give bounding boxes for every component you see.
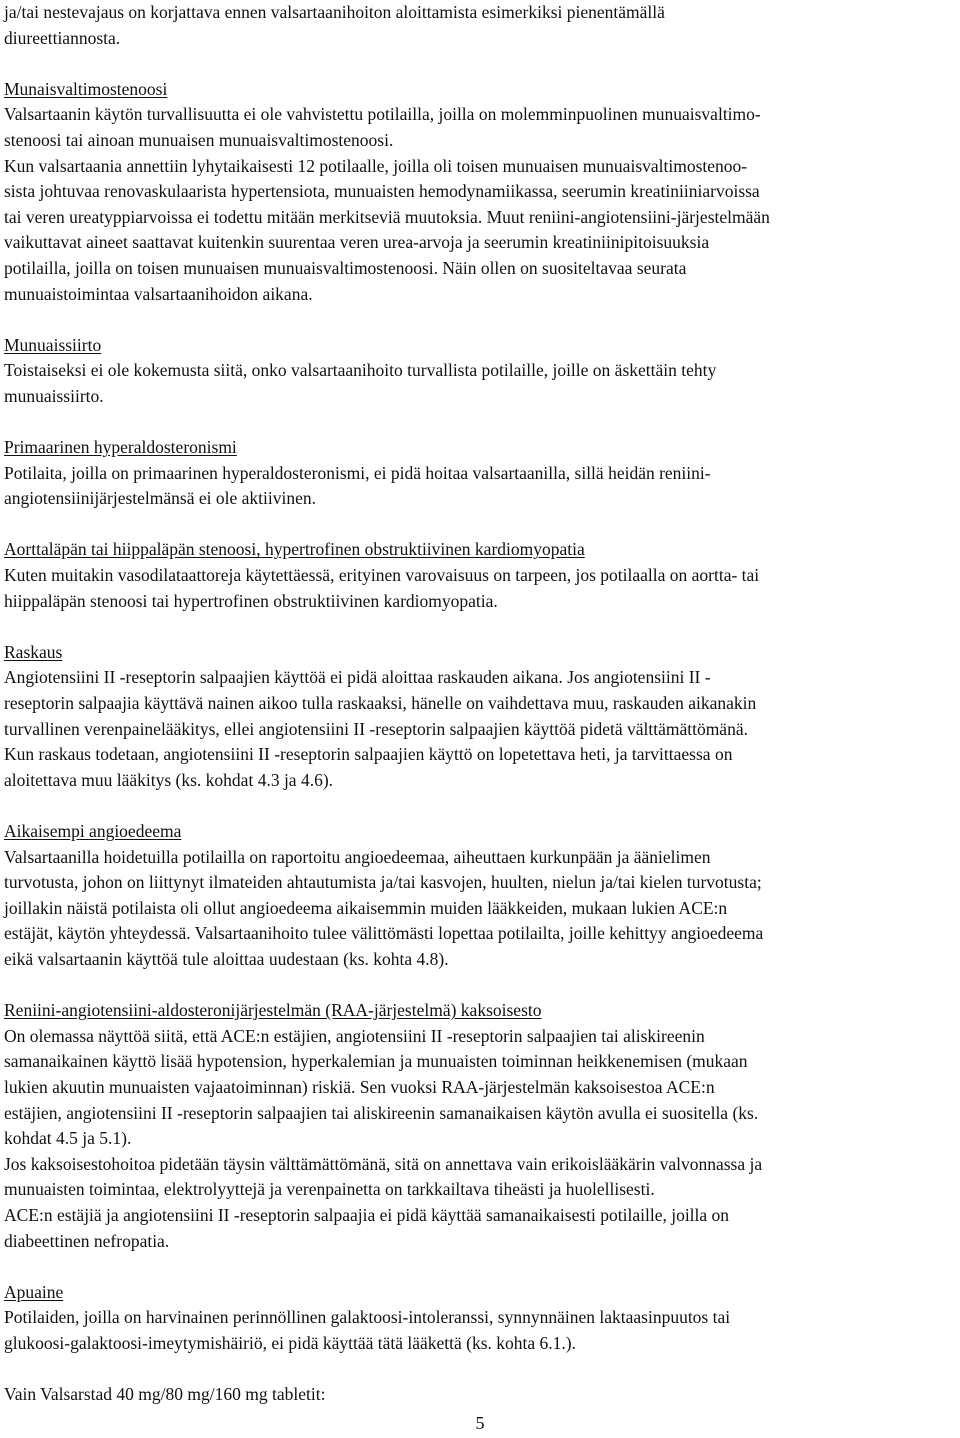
text-line: stenoosi tai ainoan munuaisen munuaisvaltimostenoosi. <box>4 129 394 150</box>
text-line: On olemassa näyttöä siitä, että ACE:n estäjien, angiotensiini II -reseptorin salpaajien tai aliskireenin <box>4 1025 705 1046</box>
text-line: Kuten muitakin vasodilataattoreja käytettäessä, erityinen varovaisuus on tarpeen, jos potilaalla on aortta- tai <box>4 565 760 586</box>
section-kidney-transplant <box>4 333 954 410</box>
section-heading: Primaarinen hyperaldosteronismi <box>4 437 237 458</box>
section-heading: Aikaisempi angioedeema <box>4 821 182 841</box>
text-line: munuaistoimintaa valsartaanihoidon aikana. <box>4 283 313 304</box>
text-line: Valsartaanilla hoidetuilla potilailla on raportoitu angioedeemaa, aiheuttaen kurkunpään ja äänielimen <box>4 846 711 867</box>
text-line: munuaissiirto. <box>4 385 104 406</box>
text-line: Kun valsartaania annettiin lyhytaikaisesti 12 potilaalle, joilla oli toisen munuaisen munuaisvaltimostenoo- <box>4 155 748 176</box>
text-line: sista johtuvaa renovaskulaarista hypertensiota, munuaisten hemodynamiikassa, seerumin kreatiniiniarvoissa <box>4 181 760 202</box>
text-line: aloitettava muu lääkitys (ks. kohdat 4.3 ja 4.6). <box>4 769 334 790</box>
text-line: turvotusta, johon on liittynyt ilmateiden ahtautumista ja/tai kasvojen, huulten, nielun ja/tai kielen turvotusta; <box>4 872 762 893</box>
text-line: lukien akuutin munuaisten vajaatoiminnan) riskiä. Sen vuoksi RAA-järjestelmän kaksoisestoa ACE:n <box>4 1076 715 1097</box>
text-line: kohdat 4.5 ja 5.1). <box>4 1128 132 1149</box>
text-line: diabeettinen nefropatia. <box>4 1230 170 1251</box>
section-valve-stenosis <box>4 537 954 614</box>
section-hyperaldosteronism <box>4 435 954 512</box>
text-line: diureettiannosta. <box>4 27 121 48</box>
text-line: hiippaläpän stenoosi tai hypertrofinen obstruktiivinen kardiomyopatia. <box>4 590 498 611</box>
section-renal-artery-stenosis <box>4 77 954 307</box>
text-line: estäjät, käytön yhteydessä. Valsartaanihoito tulee välittömästi lopettaa potilailta, joille kehittyy angioedeema <box>4 923 764 944</box>
text-line: joillakin näistä potilaista oli ollut angioedeema aikaisemmin muiden lääkkeiden, mukaan lukien ACE:n <box>4 897 728 918</box>
document-page <box>4 0 954 1408</box>
text-line: ACE:n estäjiä ja angiotensiini II -reseptorin salpaajia ei pidä käyttää samanaikaisesti potilaille, joilla on <box>4 1204 730 1225</box>
text-line: Toistaiseksi ei ole kokemusta siitä, onko valsartaanihoito turvallista potilaille, joille on äskettäin tehty <box>4 360 717 381</box>
text-line: Kun raskaus todetaan, angiotensiini II -reseptorin salpaajien käyttö on lopetettava heti, ja tarvittaessa on <box>4 744 733 765</box>
text-line: estäjien, angiotensiini II -reseptorin salpaajien tai aliskireenin samanaikaisen käytön avulla ei suositella (ks. <box>4 1102 759 1123</box>
text-line: ja/tai nestevajaus on korjattava ennen valsartaanihoiton aloittamista esimerkiksi pienentämällä <box>4 2 665 22</box>
section-excipients <box>4 1280 954 1357</box>
text-line: turvallinen verenpainelääkitys, ellei angiotensiini II -reseptorin salpaajien käyttöä pidetä välttämättömänä. <box>4 718 748 739</box>
section-heading: Munaisvaltimostenoosi <box>4 78 168 99</box>
text-line: Valsartaanin käytön turvallisuutta ei ole vahvistettu potilailla, joilla on molemminpuolinen munuaisvaltimo- <box>4 104 761 125</box>
section-heading: Aorttaläpän tai hiippaläpän stenoosi, hypertrofinen obstruktiivinen kardiomyopatia <box>4 539 585 560</box>
section-angioedema <box>4 819 954 973</box>
page-number: 5 <box>475 1413 485 1433</box>
text-line: Potilaiden, joilla on harvinainen perinnöllinen galaktoosi-intoleranssi, synnynnäinen laktaasinpuutos tai <box>4 1307 731 1328</box>
text-line: munuaisten toimintaa, elektrolyyttejä ja verenpainetta on tarkkailtava tiheästi ja huolellisesti. <box>4 1179 655 1200</box>
section-heading: Reniini-angiotensiini-aldosteronijärjestelmän (RAA-järjestelmä) kaksoisesto <box>4 1000 542 1021</box>
text-line: vaikuttavat aineet saattavat kuitenkin suurentaa veren urea-arvoja ja seerumin kreatiniinipitoisuuksia <box>4 232 710 253</box>
section-heading: Munuaissiirto <box>4 334 102 355</box>
text-line: Potilaita, joilla on primaarinen hyperaldosteronismi, ei pidä hoitaa valsartaanilla, sillä heidän reniini- <box>4 462 711 483</box>
text-line: Angiotensiini II -reseptorin salpaajien käyttöä ei pidä aloittaa raskauden aikana. Jos angiotensiini II - <box>4 667 711 688</box>
text-line: tai veren ureatyppiarvoissa ei todettu mitään merkitseviä muutoksia. Muut reniini-angiotensiini-järjestelmään <box>4 206 770 227</box>
intro-paragraph <box>4 0 954 51</box>
section-pregnancy <box>4 640 954 794</box>
text-line: potilailla, joilla on toisen munuaisen munuaisvaltimostenoosi. Näin ollen on suositeltavaa seurata <box>4 257 687 278</box>
section-heading: Raskaus <box>4 641 63 662</box>
text-line: reseptorin salpaajia käyttävä nainen aikoo tulla raskaaksi, hänelle on vaihdettava muu, raskauden aikanakin <box>4 693 757 714</box>
text-line: samanaikainen käyttö lisää hypotension, hyperkalemian ja munuaisten toiminnan heikkenemisen (mukaan <box>4 1051 748 1072</box>
section-raa-dual-blockade <box>4 998 954 1254</box>
text-line: angiotensiinijärjestelmänsä ei ole aktiivinen. <box>4 488 316 509</box>
tablets-note: Vain Valsarstad 40 mg/80 mg/160 mg tabletit: <box>4 1384 326 1405</box>
text-line: Jos kaksoisestohoitoa pidetään täysin välttämättömänä, sitä on annettava vain erikoislääkärin valvonnassa ja <box>4 1153 763 1174</box>
section-heading: Apuaine <box>4 1281 64 1302</box>
text-line: glukoosi-galaktoosi-imeytymishäiriö, ei pidä käyttää tätä lääkettä (ks. kohta 6.1.). <box>4 1332 576 1353</box>
text-line: eikä valsartaanin käyttöä tule aloittaa uudestaan (ks. kohta 4.8). <box>4 948 449 969</box>
